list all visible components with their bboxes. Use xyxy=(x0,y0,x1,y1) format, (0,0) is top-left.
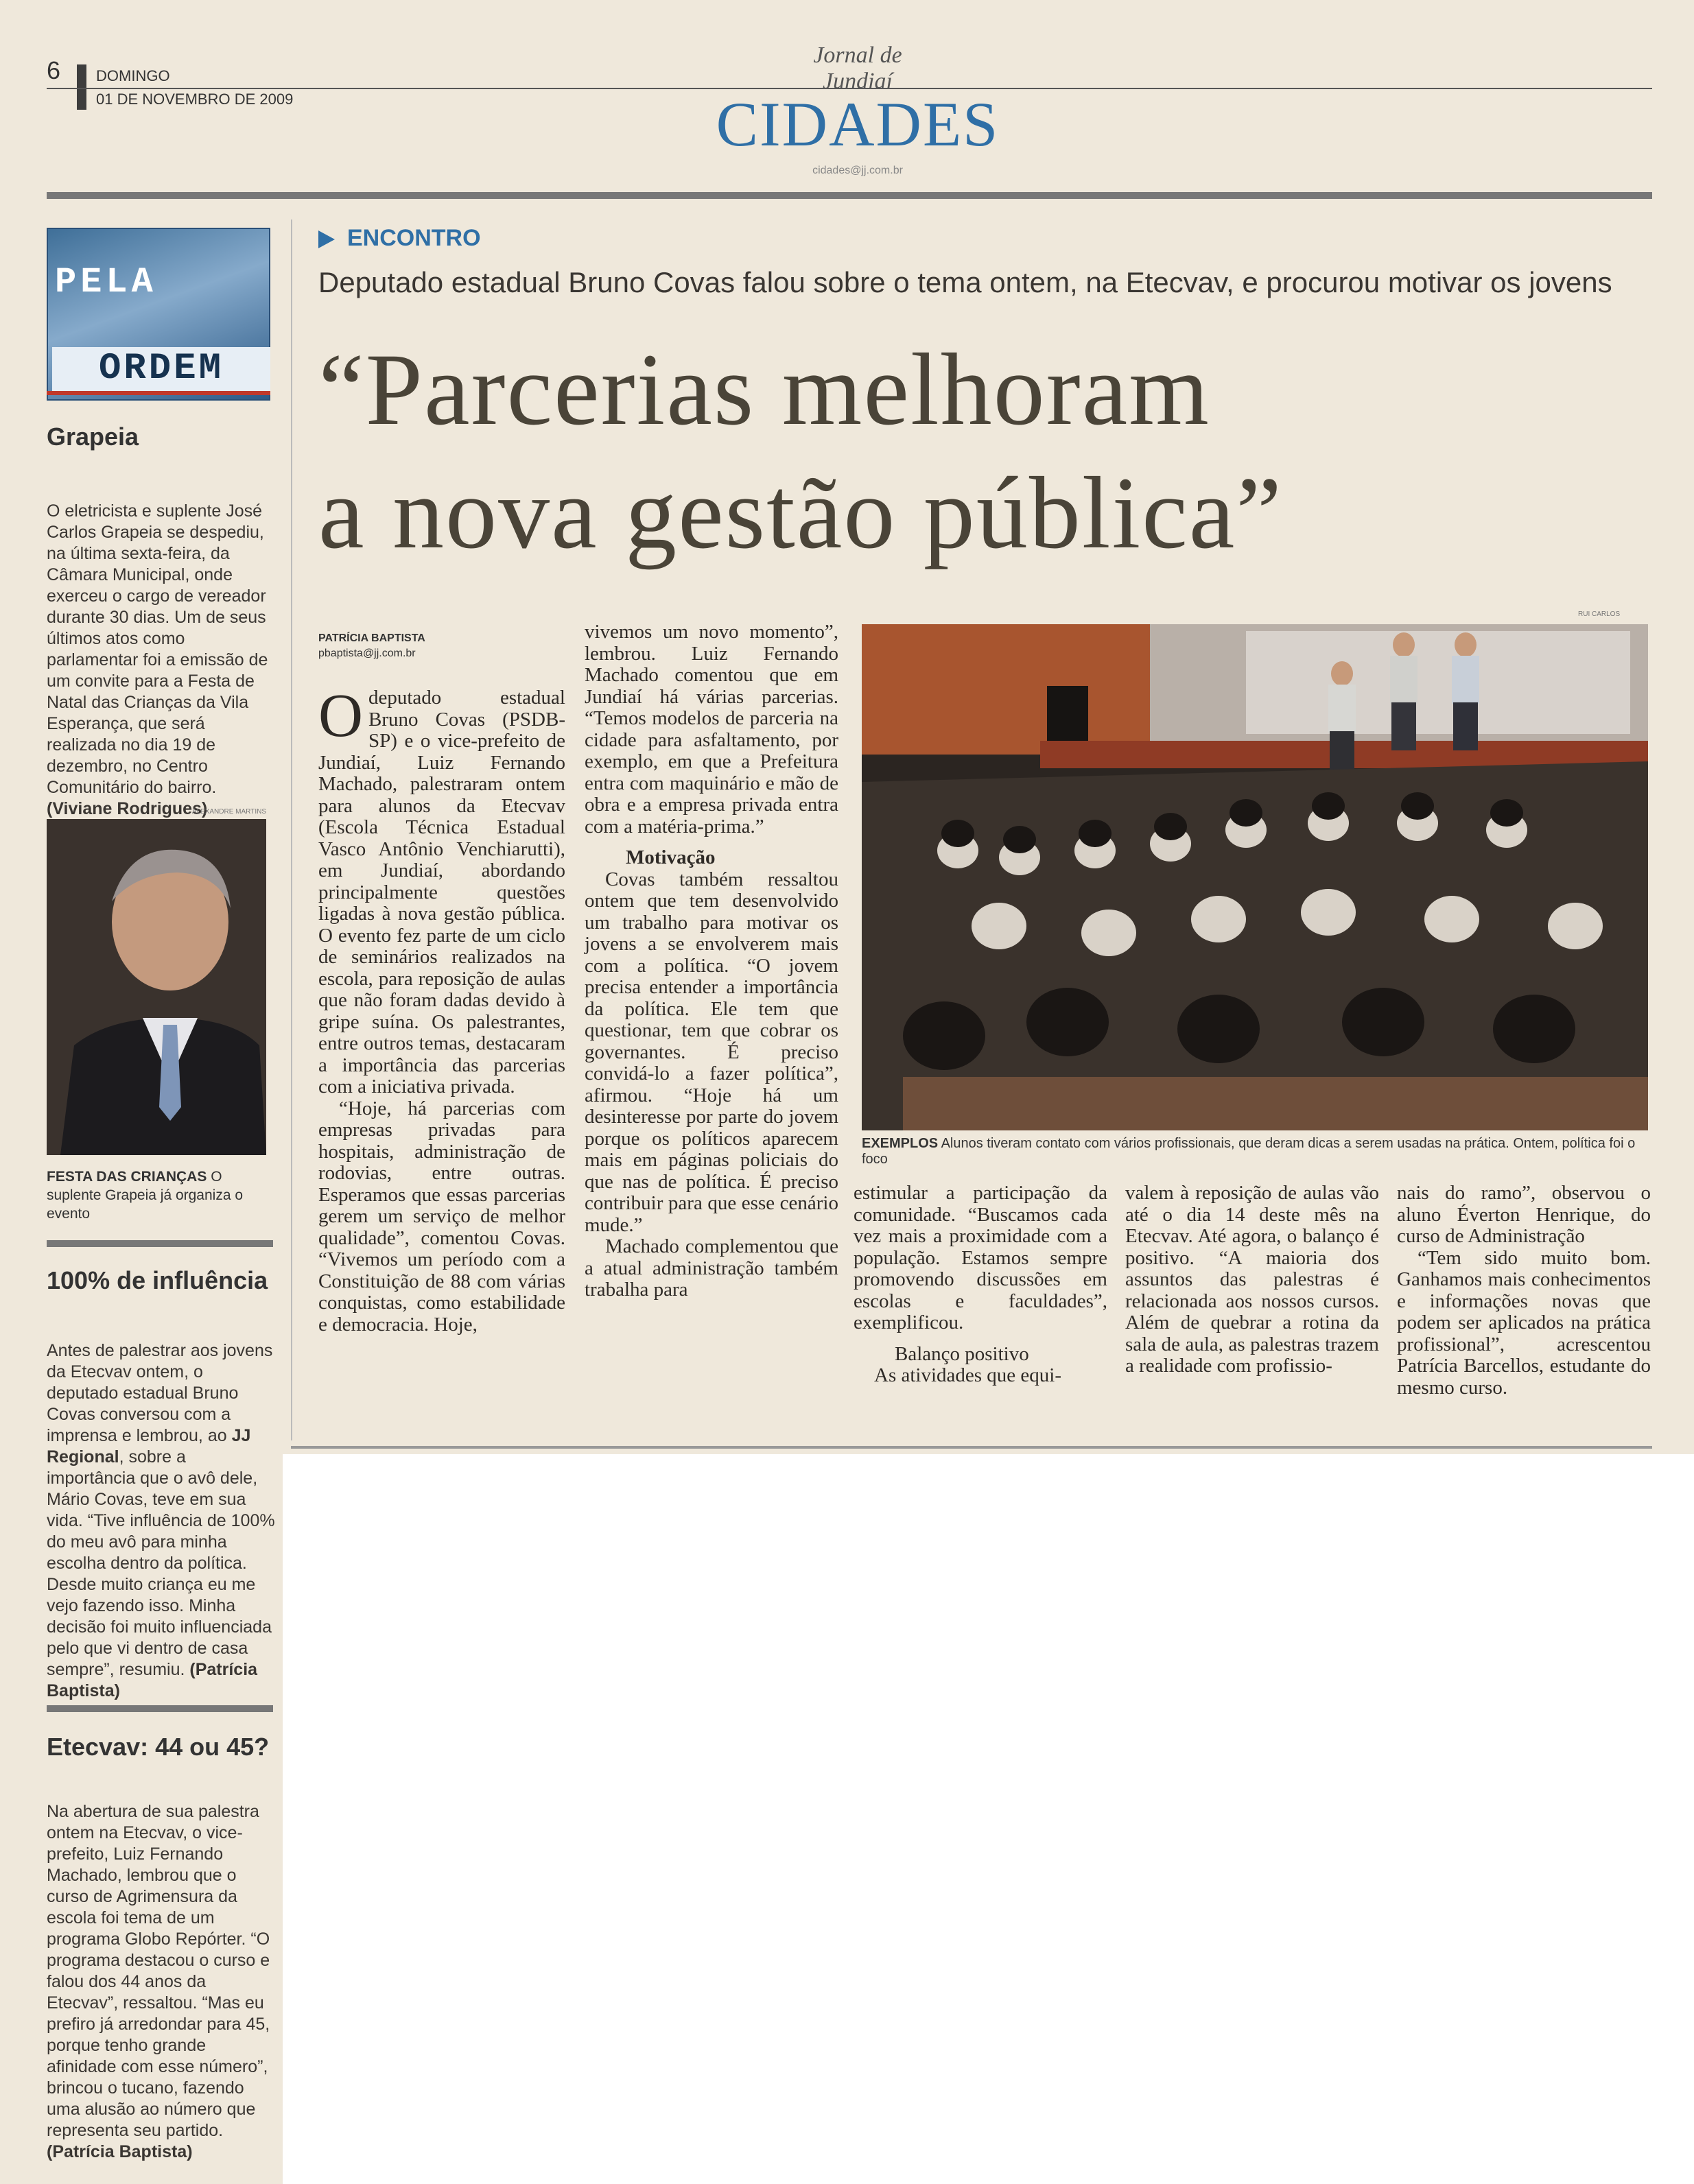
sidebar-item-author: (Viviane Rodrigues) xyxy=(47,799,208,818)
portrait-caption-label: FESTA DAS CRIANÇAS xyxy=(47,1169,207,1185)
logo-accent-bar xyxy=(47,391,270,395)
article-deck: Deputado estadual Bruno Covas falou sobre o tema ontem, na Etecvav, e procurou motivar os jovens xyxy=(318,266,1612,298)
logo-text-top: PELA xyxy=(55,262,157,302)
sidebar-rule xyxy=(47,1705,273,1712)
masthead: Jornal de Jundiaí xyxy=(813,43,902,94)
sidebar-item-body xyxy=(47,501,273,820)
sidebar-item-text: O eletricista e suplente José Carlos Grapeia se despediu, na última sexta-feira, da Câmara Municipal, onde exerceu o cargo de vereador durante 30 dias. Um de seus últimos atos como parlamentar foi a emissão de um convite para a Festa de Natal das Crianças da Vila Esperança, que será realizada no dia 19 de dezembro, no Centro Comunitário do bairro. xyxy=(47,501,268,797)
sidebar-item-text: Antes de palestrar aos jovens da Etecvav ontem, o deputado estadual Bruno Covas conversou com a imprensa e lembrou, ao xyxy=(47,1341,273,1445)
article-paragraph: As atividades que equi- xyxy=(874,1364,1062,1386)
article-paragraph: deputado estadual Bruno Covas (PSDB-SP) e o vice-prefeito de Jundiaí, Luiz Fernando Machado, palestraram ontem para alunos da Etecvav (Escola Técnica Estadual Vasco Antônio Venchiarutti), em Jundiaí, abordando principalmente questões ligadas à nova gestão pública. O evento fez parte de um ciclo de seminários realizados na escola, para reposição de aulas que não foram dadas devido à gripe suína. Os palestrantes, entre outros temas, destacaram a importância das parcerias com a iniciativa privada. xyxy=(318,687,565,1097)
sidebar-item-body xyxy=(47,1340,277,1702)
article-subhead: Motivação xyxy=(626,846,716,868)
sidebar-item-title: Grapeia xyxy=(47,423,139,451)
headline-line: “Parcerias melhoram xyxy=(318,333,1210,447)
article-column xyxy=(318,682,565,1336)
page-bottom-rule xyxy=(291,1446,1652,1449)
article-paragraph: “Tem sido muito bom. Ganhamos mais conhecimentos e informações novas que podem ser aplicados na prática profissional”, acrescentou Patrícia Barcellos, estudante do mesmo curso. xyxy=(1397,1246,1651,1399)
headline-line: a nova gestão pública” xyxy=(318,456,1283,570)
article-column xyxy=(1397,1183,1651,1399)
sidebar-item-text: , sobre a importância que o avô dele, Mário Covas, teve em sua vida. “Tive influência de 100% do meu avô para minha escolha dentro da política. Desde muito criança eu me vejo fazendo isso. Minha decisão foi muito influenciada pelo que vi dentro de casa sempre”, resumiu. xyxy=(47,1447,275,1679)
sidebar-rule xyxy=(47,1240,273,1247)
logo-text-bottom: ORDEM xyxy=(52,347,270,391)
article-paragraph: “Hoje, há parcerias com empresas privadas para hospitais, administração de rodovias, entre outras. Esperamos que essas parcerias gerem um serviço de melhor qualidade”, comentou Covas. “Vivemos um período com a Constituição de 88 com várias conquistas, como estabilidade e democracia. Hoje, xyxy=(318,1097,565,1336)
sidebar-item-title: Etecvav: 44 ou 45? xyxy=(47,1733,270,1761)
section-rule xyxy=(47,192,1652,199)
article-paragraph: Machado complementou que a atual administração também trabalha para xyxy=(585,1235,838,1301)
photo-credit: RUI CARLOS xyxy=(1578,610,1621,618)
byline-email: pbaptista@jj.com.br xyxy=(318,648,416,659)
article-paragraph: nais do ramo”, observou o aluno Éverton Henrique, do curso de Administração xyxy=(1397,1182,1651,1247)
sidebar-item-author: (Patrícia Baptista) xyxy=(47,2142,193,2161)
photo-caption-text: Alunos tiveram contato com vários profissionais, que deram dicas a serem usadas na prática. Ontem, política foi o foco xyxy=(862,1136,1636,1167)
page-number-bar xyxy=(77,64,86,110)
article-column xyxy=(585,621,838,1301)
portrait-caption-text: O suplente Grapeia já organiza o evento xyxy=(47,1169,244,1222)
auditorium-illustration xyxy=(862,624,1648,1130)
photo-caption xyxy=(862,1136,1658,1167)
issue-date: 01 DE NOVEMBRO DE 2009 xyxy=(96,91,294,108)
sidebar-item-body xyxy=(47,1801,277,2163)
section-email: cidades@jj.com.br xyxy=(812,165,903,176)
article-byline xyxy=(318,631,425,661)
portrait-caption xyxy=(47,1167,273,1223)
portrait-photo xyxy=(47,819,266,1155)
sidebar-item-title: 100% de influência xyxy=(47,1266,268,1294)
sidebar-item-text: Na abertura de sua palestra ontem na Etecvav, o vice-prefeito, Luiz Fernando Machado, lembrou que o curso de Agrimensura da escola foi tema de um programa Globo Repórter. “O programa destacou o curso e falou dos 44 anos da Etecvav”, ressaltou. “Mas eu prefiro já arredondar para 45, porque tenho grande afinidade com esse número”, brincou o tucano, fazendo uma alusão ao número que representa seu partido. xyxy=(47,1802,270,2140)
page-number: 6 xyxy=(47,56,61,84)
kicker-arrow-icon xyxy=(318,230,335,248)
article-paragraph: Covas também ressaltou ontem que tem desenvolvido um trabalho para motivar os jovens a se envolverem mais com a política. “O jovem precisa entender a importância da política. Ele tem que questionar, tem que cobrar os governantes. É preciso convidá-lo a fazer política”, afirmou. “Hoje há um desinteresse por parte do jovem porque os políticos aparecem mais em páginas policiais do que nas de política. É preciso contribuir para que esse cenário mude.” xyxy=(585,868,838,1236)
byline-name: PATRÍCIA BAPTISTA xyxy=(318,632,425,644)
article-subhead: Balanço positivo xyxy=(895,1342,1029,1365)
auditorium-photo xyxy=(862,624,1648,1130)
section-title: CIDADES xyxy=(716,89,1000,159)
article-paragraph: valem à reposição de aulas vão até o dia 14 deste mês na Etecvav. Até agora, o balanço é positivo. “A maioria dos assuntos das palestras é relacionada aos nossos cursos. Além de quebrar a rotina da sala de aula, as palestras trazem a realidade com profissio- xyxy=(1125,1182,1379,1377)
sidebar-item-author: (Patrícia Baptista) xyxy=(47,1660,258,1700)
article-column xyxy=(1125,1183,1379,1377)
article-kicker: ENCONTRO xyxy=(347,225,481,251)
article-column xyxy=(854,1183,1107,1387)
portrait-illustration xyxy=(47,819,266,1155)
drop-cap: O xyxy=(318,682,363,750)
photo-credit: ALEXANDRE MARTINS xyxy=(191,808,266,816)
sidebar-item-highlight: JJ Regional xyxy=(47,1426,251,1467)
article-headline xyxy=(318,328,1663,575)
column-divider xyxy=(291,219,292,1440)
weekday: DOMINGO xyxy=(96,67,170,84)
article-paragraph: vivemos um novo momento”, lembrou. Luiz Fernando Machado comentou que em Jundiaí há várias parcerias. “Temos modelos de parceria na cidade para asfaltamento, por exemplo, em que a Prefeitura entra com maquinário e mão de obra e a empresa privada entra com a matéria-prima.” xyxy=(585,621,838,838)
photo-caption-label: EXEMPLOS xyxy=(862,1136,939,1151)
article-paragraph: estimular a participação da comunidade. “Buscamos cada vez mais a proximidade com a população. Estamos sempre promovendo discussões em escolas e faculdades”, exemplificou. xyxy=(854,1182,1107,1333)
